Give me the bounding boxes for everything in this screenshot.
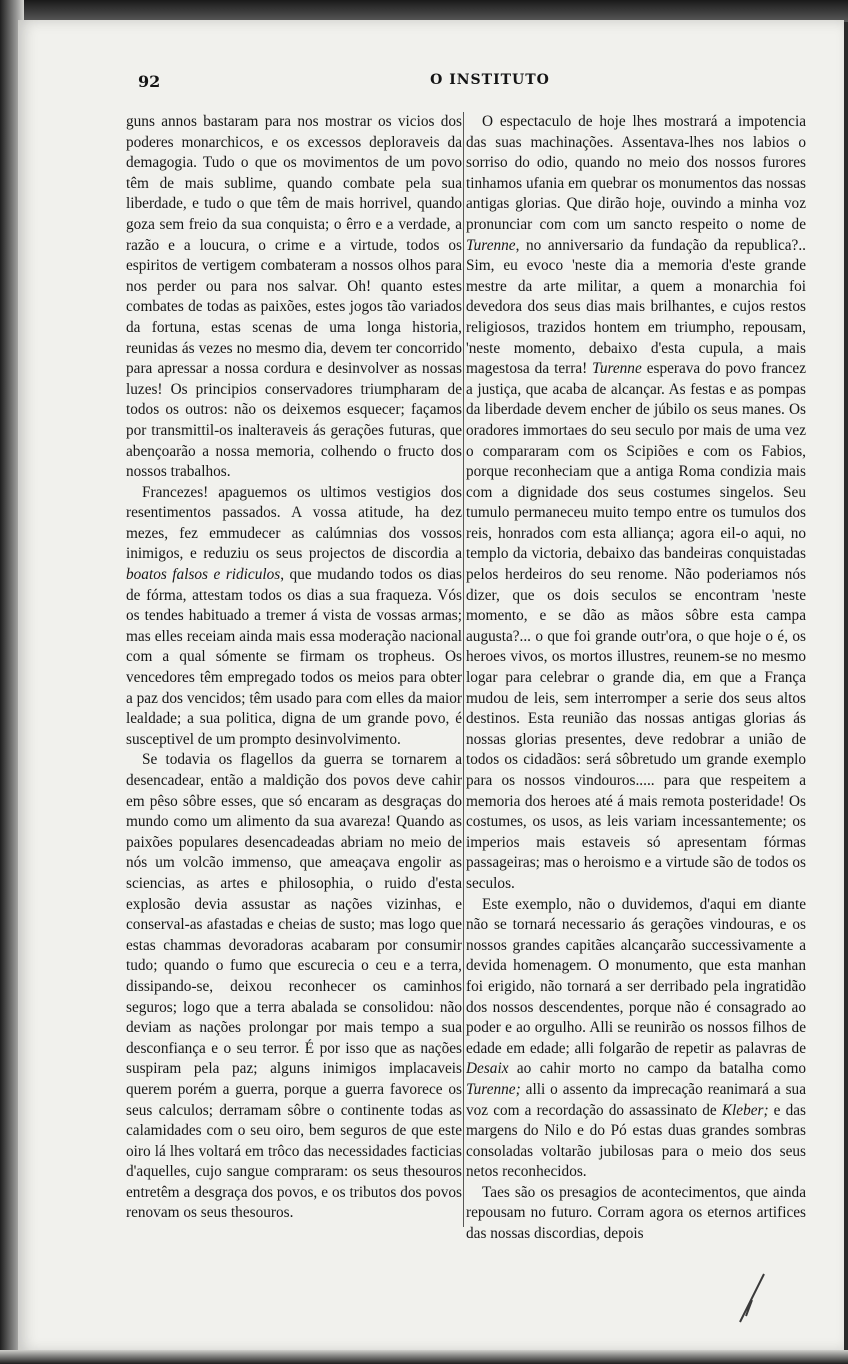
italic-text: boatos falsos e ridiculos (126, 566, 281, 584)
pencil-mark-icon (730, 1270, 770, 1330)
right-column (466, 112, 806, 1262)
left-column (126, 112, 462, 1262)
italic-text: Turenne (466, 236, 516, 254)
paragraph (466, 112, 806, 895)
text-run: Francezes! apaguemos os ultimos vestigios dos resentimentos passados. A vossa atitude, ha dez mezes, fez emmudecer as calúmnias dos vossos inimigos, e reduziu os seus projectos de discordia a (126, 483, 462, 563)
scan-border-top (0, 0, 848, 22)
text-run: , no anniversario da fundação da republica?.. Sim, eu evoco 'neste dia a memoria d'este grande mestre da arte militar, a quem a monarchia foi devedora dos seus dias mais brilhantes, e cujos restos religiosos, trazidos hontem em triumpho, repousam, 'neste momento, debaixo d'esta cupula, a mais magestosa da terra! (466, 236, 806, 378)
text-run: Este exemplo, não o duvidemos, d'aqui em diante não se tornará necessario ás gerações vindouras, e os nossos grandes capitães alcançarão successivamente a devida homenagem. O monumento, que esta manhan foi erigido, não tornará a ser derribado pela ingratidão dos nossos descendentes, porque não é consagrado ao poder e ao orgulho. Alli se reunirão os nossos filhos de edade em edade; alli folgarão de repetir as palavras de (466, 895, 806, 1057)
running-head-title: O INSTITUTO (430, 72, 550, 88)
text-run: esperava do povo francez a justiça, que acaba de alcançar. As festas e as pompas da liberdade devem encher de júbilo os seus manes. Os oradores immortaes do seu seculo por mais de uma vez o compararam com os Scipiões e com os Fabios, porque reconheciam que a antiga Roma condizia mais com a dignidade dos seus costumes singelos. Seu tumulo permaneceu muito tempo entre os tumulos dos reis, honrados com esta alliança; agora eil-o aqui, no templo da victoria, debaixo das bandeiras conquistadas pelos herdeiros do seu renome. Não poderiamos nós dizer, que os dois seculos se encontram 'neste momento, e se dão as mãos sôbre esta campa augusta?... o que foi grande outr'ora, o que hoje o é, os heroes vivos, os mortos illustres, reunem-se no mesmo logar para celebrar o grande dia, em que a França mudou de leis, sem interromper a serie dos seus altos destinos. Esta reunião das nossas antigas glorias ás nossas glorias presentes, deve redobrar a união de todos os cidadãos: será sôbretudo um grande exemplo para os nossos vindouros..... para que respeitem a memoria dos heroes até á mais remota posteridade! Os costumes, os usos, as leis variam incessantemente; os imperios mais estaveis só apresentam fórmas passageiras; mas o heroismo e a virtude são de todos os seculos. (466, 360, 806, 892)
italic-text: Turenne; (466, 1080, 521, 1098)
paragraph: Taes são os presagios de acontecimentos, que ainda repousam no futuro. Corram agora os eternos artifices das nossas discordias, depois (466, 1183, 806, 1243)
italic-text: Turenne (592, 360, 642, 378)
text-run: alli o assento da imprecação reanimará a sua voz com a recordação do assassinato de (466, 1080, 806, 1119)
page-number: 92 (138, 72, 161, 91)
text-run: ao cahir morto no campo da batalha como (508, 1060, 806, 1078)
paragraph: Se todavia os flagellos da guerra se tornarem a desencadear, então a maldição dos povos deve cahir em pêso sôbre esses, que só encaram as desgraças do mundo como um alimento da sua avareza! Quando as paixões populares desencadeadas abriam no meio de nós um volcão immenso, que ameaçava engolir as sciencias, as artes e philosophia, o ruido d'esta explosão devia assustar as nações vizinhas, e conserval-as afastadas e cheias de susto; mas logo que estas chammas devoradoras acabaram por consumir tudo; quando o fumo que escurecia o ceu e a terra, dissipando-se, deixou reconhecer os caminhos seguros; logo que a terra abalada se consolidou: não deviam as nações prolongar por mais tempo a sua desconfiança e o seu terror. É por isso que as nações suspiram pela paz; alguns inimigos implacaveis querem porém a guerra, porque a guerra favorece os seus calculos; derramam sôbre o continente todas as calamidades com o seu oiro, bem seguros de que este oiro lá lhes voltará em trôco das necessidades facticias d'aquelles, cujo sangue compraram: os seus thesouros entretêm a desgraça dos povos, e os tributos dos povos renovam os seus thesouros. (126, 751, 462, 1222)
paragraph (126, 483, 462, 751)
text-run: e das margens do Nilo e do Pó estas duas grandes sombras consoladas voltarão jubilosas para o meio dos seus netos reconhecidos. (466, 1101, 806, 1181)
italic-text: Kleber; (721, 1101, 769, 1119)
scan-border-bottom (0, 1350, 848, 1364)
text-run: O espectaculo de hoje lhes mostrará a impotencia das suas machinações. Assentava-lhes nos labios o sorriso do odio, quando no meio dos nossos furores tinhamos ufania em quebrar os monumentos das nossas antigas glorias. Que dirão hoje, ouvindo a minha voz pronunciar com com um sancto respeito o nome de (466, 113, 806, 233)
paragraph: guns annos bastaram para nos mostrar os vicios dos poderes monarchicos, e os excessos deploraveis da demagogia. Tudo o que os movimentos de um povo têm de mais sublime, quando combate pela sua liberdade, e tudo o que têm de mais horrivel, quando goza sem freio da sua conquista; o êrro e a verdade, a razão e a loucura, o crime e a virtude, todos os espiritos de vertigem combateram a nossos olhos para nos perder ou para nos salvar. Oh! quanto estes combates de todas as paixões, estes jogos tão variados da fortuna, estas scenas de uma longa historia, reunidas ás vezes no mesmo dia, devem ter concorrido para apressar a nossa cordura e desinvolver as nossas luzes! Os principios conservadores triumpharam de todos os outros: não os deixemos esquecer; façamos por transmittil-os inalteraveis ás gerações futuras, que abençoarão a nossa memoria, colhendo o fructo dos nossos trabalhos. (126, 113, 462, 481)
text-run: , que mudando todos os dias de fórma, attestam todos os dias a sua fraqueza. Vós os tendes habituado a tremer á vista de vossas armas; mas elles receiam ainda mais essa moderação nacional com a qual sómente se firmam os tropheus. Os vencedores têm empregado todos os meios para obter a paz dos vencidos; têm usado para com elles da maior lealdade; a sua politica, digna de um grande povo, é susceptivel de um prompto desinvolvimento. (126, 566, 462, 748)
paragraph (466, 895, 806, 1183)
italic-text: Desaix (466, 1060, 509, 1078)
column-divider (463, 112, 464, 1227)
